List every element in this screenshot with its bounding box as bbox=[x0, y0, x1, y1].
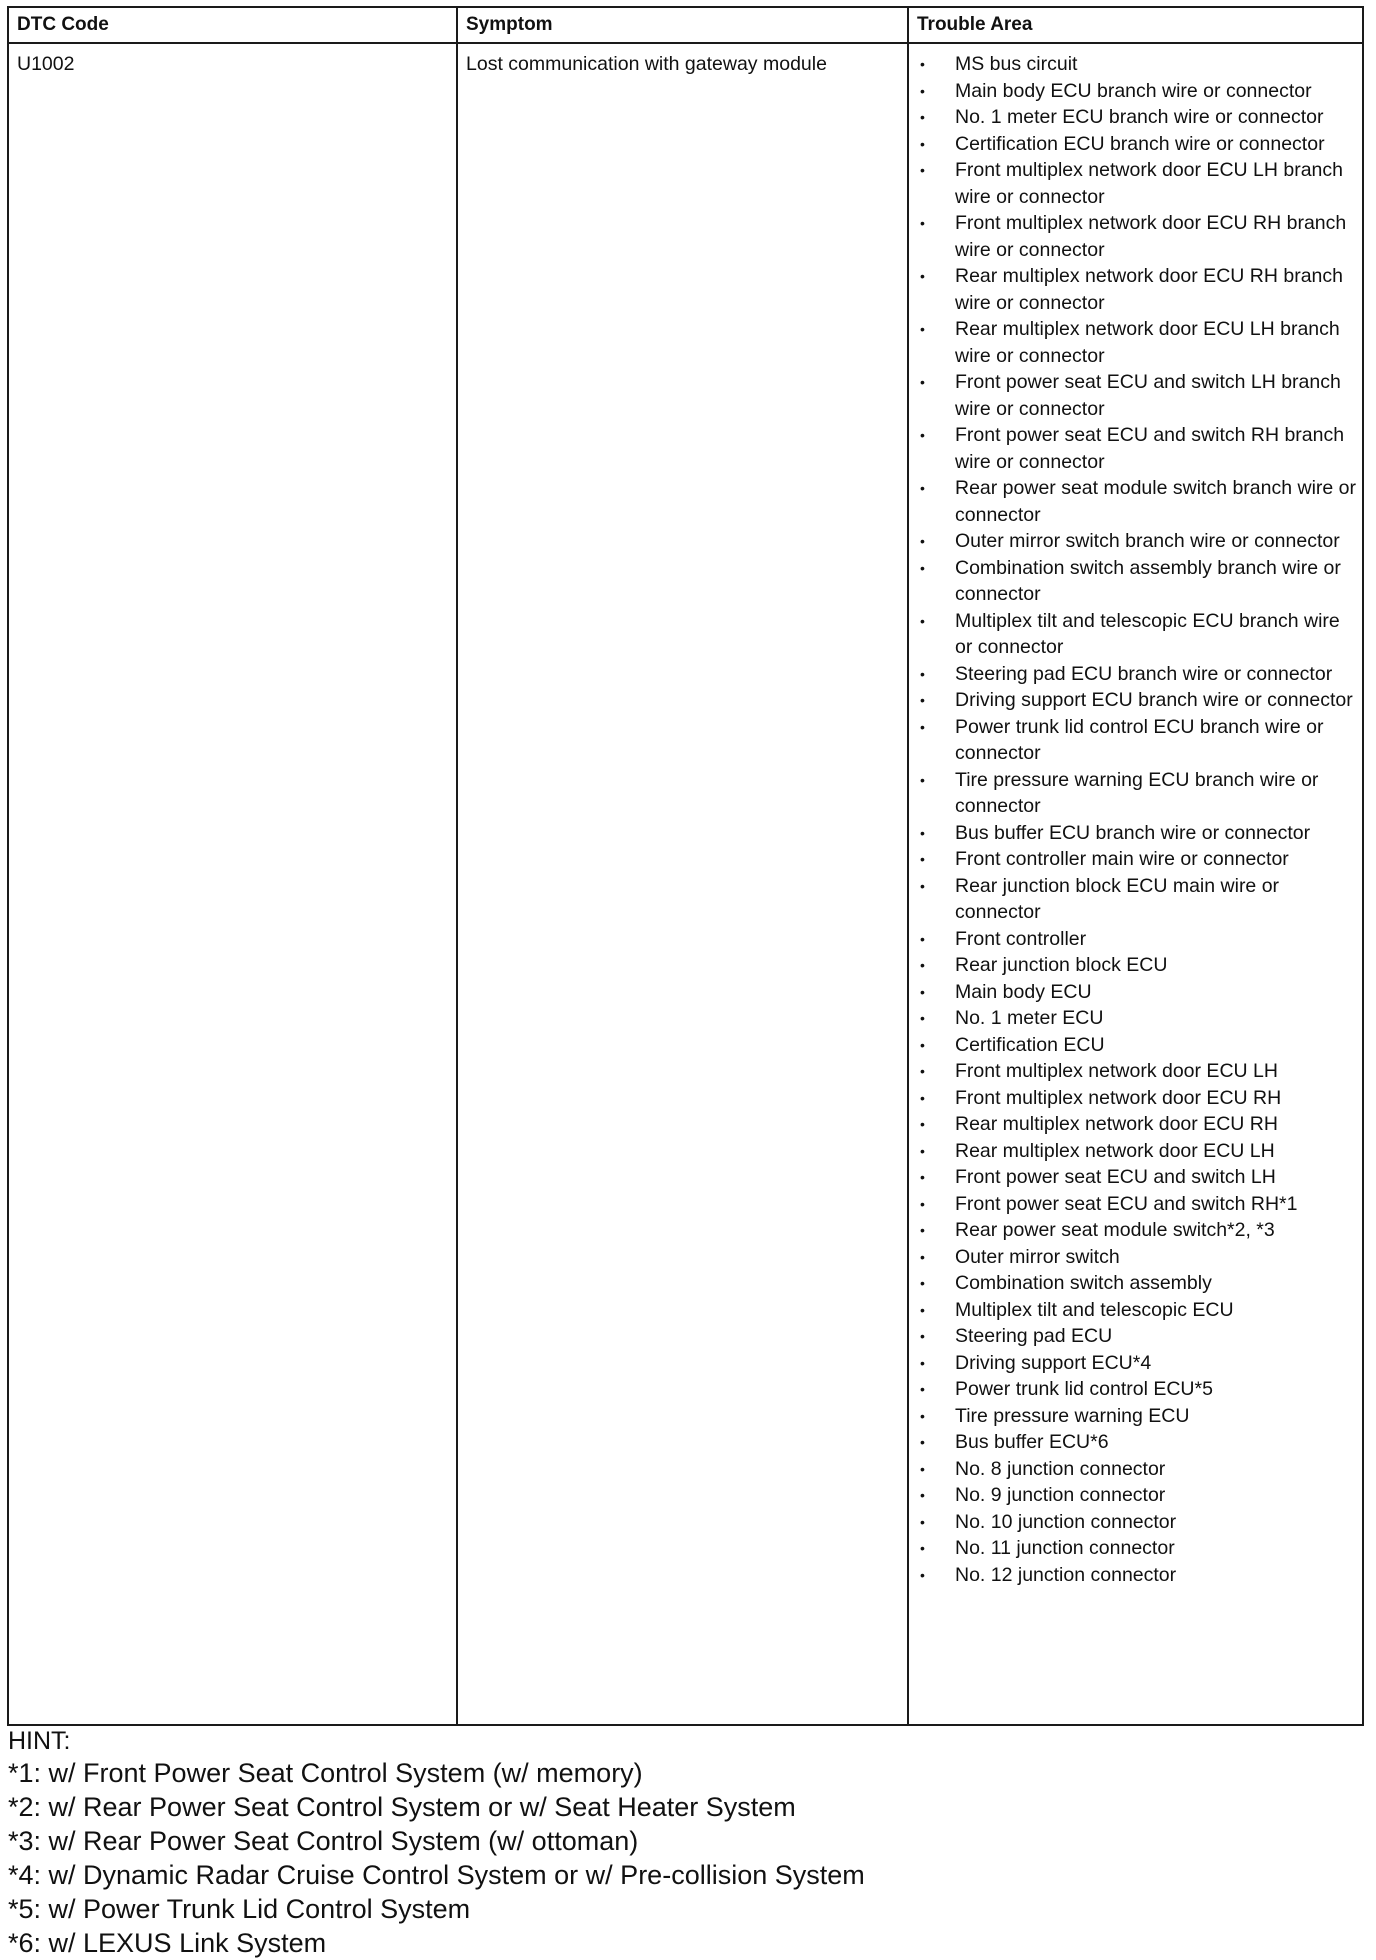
trouble-area-text: Power trunk lid control ECU*5 bbox=[955, 1378, 1213, 1400]
bullet-icon: • bbox=[920, 1566, 925, 1583]
list-item bbox=[909, 104, 1356, 131]
list-item bbox=[909, 1403, 1356, 1430]
trouble-area-text: Bus buffer ECU branch wire or connector bbox=[955, 821, 1311, 844]
bullet-icon: • bbox=[920, 1036, 925, 1053]
hint-notes bbox=[8, 1756, 1308, 1960]
bullet-icon: • bbox=[920, 427, 925, 443]
bullet-icon: • bbox=[920, 692, 925, 708]
list-item bbox=[909, 1535, 1356, 1562]
list-item bbox=[909, 78, 1356, 105]
list-item bbox=[909, 1217, 1356, 1244]
list-item bbox=[909, 846, 1356, 873]
list-item bbox=[909, 1323, 1356, 1350]
bullet-icon: • bbox=[920, 56, 925, 72]
bullet-icon: • bbox=[920, 1116, 925, 1132]
bullet-icon: • bbox=[920, 135, 925, 152]
list-item bbox=[909, 1164, 1356, 1191]
bullet-icon: • bbox=[920, 1434, 925, 1450]
bullet-icon: • bbox=[920, 718, 925, 735]
list-item bbox=[909, 1191, 1356, 1218]
trouble-area-text: Tire pressure warning ECU branch wire or connector bbox=[955, 768, 1319, 817]
trouble-area-text: Rear junction block ECU main wire or connector bbox=[955, 874, 1280, 923]
list-item bbox=[909, 51, 1356, 78]
trouble-area-text: No. 8 junction connector bbox=[955, 1457, 1166, 1480]
symptom-cell bbox=[457, 43, 908, 1725]
trouble-area-text: No. 11 junction connector bbox=[955, 1537, 1175, 1559]
bullet-icon: • bbox=[920, 1195, 925, 1212]
list-item bbox=[909, 873, 1356, 926]
bullet-icon: • bbox=[920, 1513, 925, 1530]
bullet-icon: • bbox=[920, 665, 925, 682]
bullet-icon: • bbox=[920, 877, 925, 894]
trouble-area-text: Multiplex tilt and telescopic ECU branch wire or connector bbox=[955, 609, 1340, 658]
list-item bbox=[909, 1270, 1356, 1297]
bullet-icon: • bbox=[920, 1328, 925, 1344]
bullet-icon: • bbox=[920, 480, 925, 496]
bullet-icon: • bbox=[920, 824, 925, 841]
trouble-area-text: Main body ECU branch wire or connector bbox=[955, 79, 1312, 102]
trouble-area-text: No. 12 junction connector bbox=[955, 1563, 1177, 1586]
trouble-area-text: Driving support ECU*4 bbox=[955, 1351, 1152, 1374]
list-item bbox=[909, 528, 1356, 555]
hint-section bbox=[8, 1726, 1308, 1960]
list-item bbox=[909, 1244, 1356, 1271]
list-item bbox=[909, 1032, 1356, 1059]
trouble-area-text: Driving support ECU branch wire or connector bbox=[955, 689, 1353, 711]
dtc-code-cell bbox=[8, 43, 457, 1725]
bullet-icon: • bbox=[920, 109, 925, 125]
bullet-icon: • bbox=[920, 771, 925, 788]
trouble-area-text: Rear multiplex network door ECU RH bbox=[955, 1113, 1278, 1135]
trouble-area-text: Outer mirror switch branch wire or connector bbox=[955, 530, 1340, 552]
trouble-area-text: Rear power seat module switch branch wire or connector bbox=[955, 477, 1357, 526]
trouble-area-text: Rear power seat module switch*2, *3 bbox=[955, 1219, 1275, 1241]
list-item bbox=[909, 661, 1356, 688]
trouble-area-text: No. 10 junction connector bbox=[955, 1510, 1177, 1533]
header-symptom: Symptom bbox=[457, 7, 908, 43]
bullet-icon: • bbox=[920, 1487, 925, 1503]
trouble-area-text: Multiplex tilt and telescopic ECU bbox=[955, 1298, 1234, 1321]
bullet-icon: • bbox=[920, 1407, 925, 1424]
list-item bbox=[909, 1085, 1356, 1112]
bullet-icon: • bbox=[920, 1354, 925, 1371]
trouble-area-text: No. 1 meter ECU bbox=[955, 1007, 1104, 1029]
trouble-area-text: Front multiplex network door ECU LH bbox=[955, 1060, 1278, 1082]
trouble-area-text: Rear junction block ECU bbox=[955, 954, 1168, 976]
trouble-area-text: Steering pad ECU bbox=[955, 1325, 1113, 1347]
trouble-area-text: Front power seat ECU and switch LH bbox=[955, 1166, 1276, 1188]
bullet-icon: • bbox=[920, 1275, 925, 1291]
bullet-icon: • bbox=[920, 1222, 925, 1238]
trouble-area-text: Combination switch assembly bbox=[955, 1272, 1212, 1294]
symptom-value: Lost communication with gateway module bbox=[466, 53, 827, 75]
hint-note: *4: w/ Dynamic Radar Cruise Control System or w/ Pre-collision System bbox=[8, 1860, 865, 1890]
list-item bbox=[909, 1509, 1356, 1536]
bullet-icon: • bbox=[920, 559, 925, 576]
list-item bbox=[909, 1058, 1356, 1085]
bullet-icon: • bbox=[920, 1089, 925, 1106]
bullet-icon: • bbox=[920, 533, 925, 549]
bullet-icon: • bbox=[920, 374, 925, 390]
trouble-area-text: Front power seat ECU and switch RH branch wire or connector bbox=[955, 424, 1345, 473]
list-item bbox=[909, 1562, 1356, 1589]
trouble-area-text: Bus buffer ECU*6 bbox=[955, 1431, 1109, 1453]
list-item bbox=[909, 475, 1356, 528]
trouble-area-text: Tire pressure warning ECU bbox=[955, 1404, 1190, 1427]
trouble-area-text: Main body ECU bbox=[955, 980, 1092, 1003]
list-item bbox=[909, 1350, 1356, 1377]
list-item bbox=[909, 687, 1356, 714]
list-item bbox=[909, 1429, 1356, 1456]
trouble-area-text: Front controller bbox=[955, 927, 1087, 950]
list-item bbox=[909, 1456, 1356, 1483]
bullet-icon: • bbox=[920, 162, 925, 178]
trouble-area-text: Certification ECU branch wire or connector bbox=[955, 132, 1325, 155]
trouble-area-text: Certification ECU bbox=[955, 1033, 1105, 1056]
list-item bbox=[909, 926, 1356, 953]
trouble-area-text: Combination switch assembly branch wire or connector bbox=[955, 556, 1341, 605]
bullet-icon: • bbox=[920, 321, 925, 337]
bullet-icon: • bbox=[920, 215, 925, 231]
trouble-area-text: Rear multiplex network door ECU RH branch wire or connector bbox=[955, 265, 1343, 314]
bullet-icon: • bbox=[920, 1063, 925, 1079]
table-row bbox=[8, 43, 1363, 1725]
list-item bbox=[909, 1376, 1356, 1403]
hint-note: *2: w/ Rear Power Seat Control System or w/ Seat Heater System bbox=[8, 1792, 796, 1822]
list-item bbox=[909, 952, 1356, 979]
list-item bbox=[909, 210, 1356, 263]
bullet-icon: • bbox=[920, 1381, 925, 1397]
trouble-area-text: No. 9 junction connector bbox=[955, 1484, 1166, 1506]
trouble-area-text: Front power seat ECU and switch RH*1 bbox=[955, 1192, 1298, 1215]
trouble-area-text: Rear multiplex network door ECU LH bbox=[955, 1139, 1275, 1162]
list-item bbox=[909, 1111, 1356, 1138]
bullet-icon: • bbox=[920, 268, 925, 284]
trouble-area-text: Power trunk lid control ECU branch wire or connector bbox=[955, 715, 1324, 764]
trouble-area-text: Front controller main wire or connector bbox=[955, 848, 1289, 870]
list-item bbox=[909, 1005, 1356, 1032]
hint-note: *1: w/ Front Power Seat Control System (w/ memory) bbox=[8, 1758, 643, 1788]
bullet-icon: • bbox=[920, 983, 925, 1000]
list-item bbox=[909, 820, 1356, 847]
trouble-area-cell bbox=[908, 43, 1363, 1725]
dtc-table bbox=[7, 6, 1364, 1726]
dtc-code-value: U1002 bbox=[17, 53, 75, 75]
hint-title: HINT: bbox=[8, 1727, 71, 1755]
list-item bbox=[909, 1297, 1356, 1324]
list-item bbox=[909, 714, 1356, 767]
list-item bbox=[909, 1138, 1356, 1165]
hint-note: *6: w/ LEXUS Link System bbox=[8, 1928, 327, 1958]
bullet-icon: • bbox=[920, 1248, 925, 1265]
list-item bbox=[909, 1482, 1356, 1509]
bullet-icon: • bbox=[920, 957, 925, 973]
trouble-area-text: Front multiplex network door ECU RH branch wire or connector bbox=[955, 212, 1347, 261]
trouble-area-text: Outer mirror switch bbox=[955, 1245, 1120, 1268]
bullet-icon: • bbox=[920, 612, 925, 629]
list-item bbox=[909, 131, 1356, 158]
trouble-area-text: Front multiplex network door ECU RH bbox=[955, 1086, 1282, 1109]
trouble-area-text: Front power seat ECU and switch LH branch wire or connector bbox=[955, 371, 1341, 420]
table-header-row bbox=[8, 7, 1363, 43]
trouble-area-text: No. 1 meter ECU branch wire or connector bbox=[955, 106, 1324, 128]
bullet-icon: • bbox=[920, 1010, 925, 1026]
header-dtc-code: DTC Code bbox=[8, 7, 457, 43]
bullet-icon: • bbox=[920, 1142, 925, 1159]
list-item bbox=[909, 263, 1356, 316]
trouble-area-text: Steering pad ECU branch wire or connector bbox=[955, 662, 1333, 685]
bullet-icon: • bbox=[920, 82, 925, 99]
list-item bbox=[909, 422, 1356, 475]
header-trouble-area: Trouble Area bbox=[908, 7, 1363, 43]
list-item bbox=[909, 369, 1356, 422]
hint-note: *3: w/ Rear Power Seat Control System (w/ ottoman) bbox=[8, 1826, 639, 1856]
bullet-icon: • bbox=[920, 1301, 925, 1318]
bullet-icon: • bbox=[920, 851, 925, 867]
list-item bbox=[909, 555, 1356, 608]
list-item bbox=[909, 767, 1356, 820]
trouble-area-list bbox=[909, 44, 1362, 1588]
bullet-icon: • bbox=[920, 930, 925, 947]
hint-note: *5: w/ Power Trunk Lid Control System bbox=[8, 1894, 471, 1924]
list-item bbox=[909, 157, 1356, 210]
trouble-area-text: Front multiplex network door ECU LH branch wire or connector bbox=[955, 159, 1343, 208]
list-item bbox=[909, 316, 1356, 369]
bullet-icon: • bbox=[920, 1460, 925, 1477]
bullet-icon: • bbox=[920, 1540, 925, 1556]
trouble-area-text: Rear multiplex network door ECU LH branch wire or connector bbox=[955, 318, 1340, 367]
list-item bbox=[909, 608, 1356, 661]
list-item bbox=[909, 979, 1356, 1006]
bullet-icon: • bbox=[920, 1169, 925, 1185]
trouble-area-text: MS bus circuit bbox=[955, 53, 1078, 75]
